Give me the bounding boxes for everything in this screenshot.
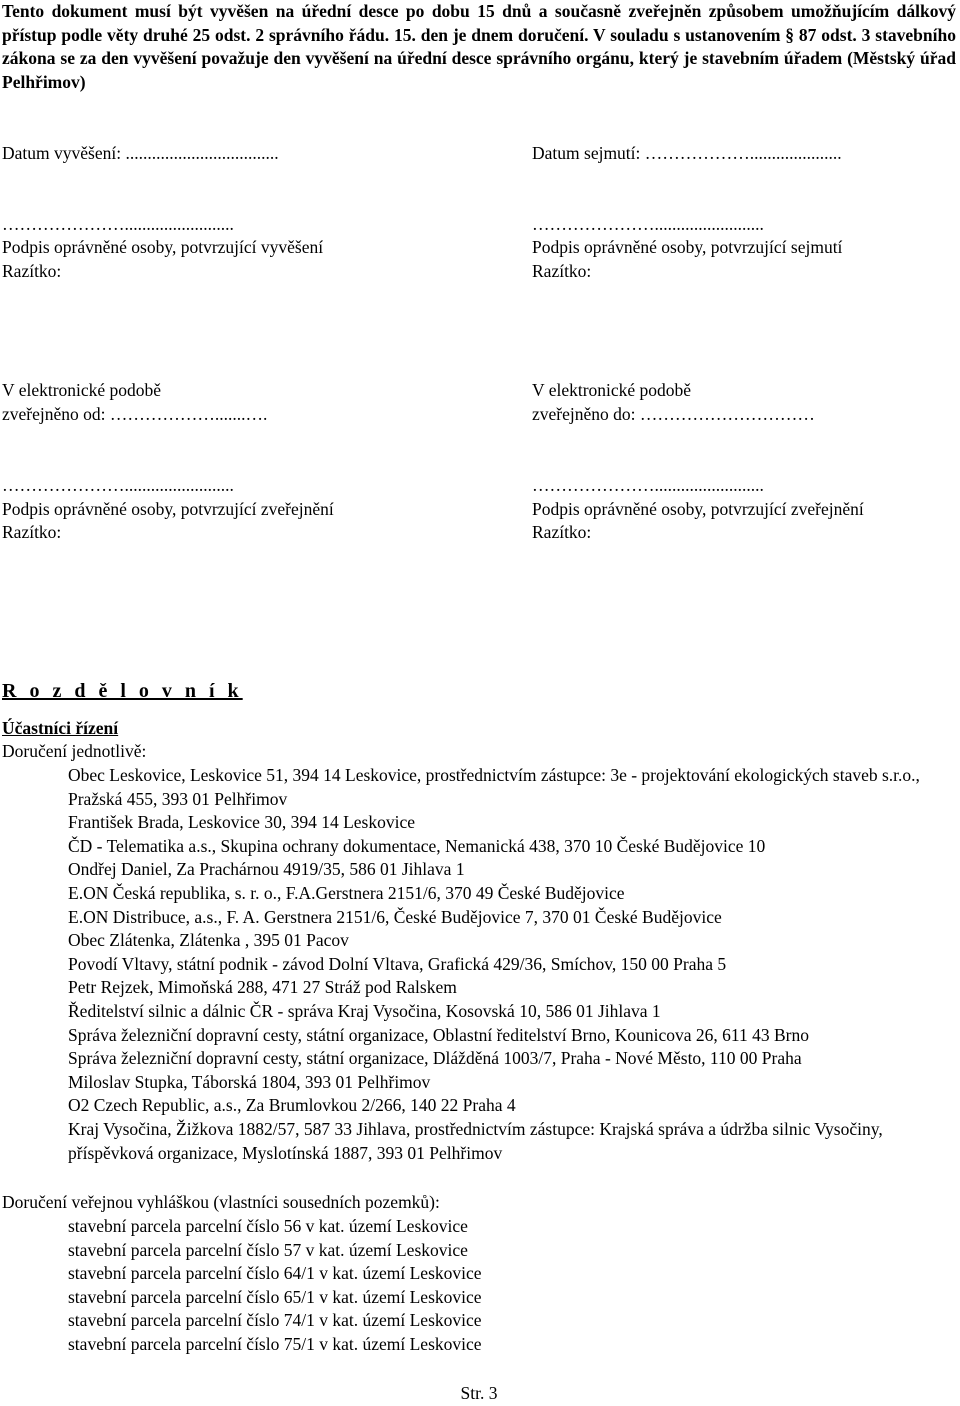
public-delivery-heading: Doručení veřejnou vyhláškou (vlastníci sousedních pozemků): [2,1192,440,1212]
list-item: Obec Leskovice, Leskovice 51, 394 14 Leskovice, prostřednictvím zástupce: 3e - projektování ekologických staveb s.r.o., Pražská 455, 393 01 Pelhřimov [68,765,920,809]
signature-label-published-left: Podpis oprávněné osoby, potvrzující zveřejnění [2,498,334,519]
list-item: Miloslav Stupka, Táborská 1804, 393 01 Pelhřimov [68,1071,431,1092]
individual-delivery-heading: Doručení jednotlivě: [2,741,147,761]
stamp-label-published-left: Razítko: [2,522,62,542]
date-posted: Datum vyvěšení: ................................... [2,143,279,163]
posting-right [532,142,956,283]
list-item: Správa železniční dopravní cesty, státní organizace, Dlážděná 1003/7, Praha - Nové Město, 110 00 Praha [68,1048,802,1069]
list-item: Správa železniční dopravní cesty, státní organizace, Oblastní ředitelství Brno, Kounicova 26, 611 43 Brno [68,1024,809,1045]
electronic-title-right: V elektronické podobě [532,380,692,400]
stamp-label-posted: Razítko: [2,260,62,281]
list-item: O2 Czech Republic, a.s., Za Brumlovkou 2/266, 140 22 Praha 4 [68,1095,516,1116]
posting-left [2,142,522,283]
electronic-left [2,379,522,545]
published-to: zveřejněno do: ………………………… [532,403,815,424]
distribution-title: R o z d ě l o v n í k [2,680,243,702]
list-item: ČD - Telematika a.s., Skupina ochrany dokumentace, Nemanická 438, 370 10 České Budějovice 10 [68,835,766,856]
list-item: stavební parcela parcelní číslo 65/1 v kat. území Leskovice [68,1286,482,1307]
list-item: Obec Zlátenka, Zlátenka , 395 01 Pacov [68,930,349,951]
date-removed: Datum sejmutí: ………………..................... [532,143,842,163]
stamp-label-removed: Razítko: [532,260,592,281]
list-item: E.ON Česká republika, s. r. o., F.A.Gerstnera 2151/6, 370 49 České Budějovice [68,882,625,903]
public-recipient-list [68,1215,956,1357]
intro-text-2: V souladu s ustanovením § 87 odst. 3 stavebního zákona se za den vyvěšení považuje den vyvěšení na úřední desce správního orgánu, který je stavebním úřadem (Městský úřad Pelhřimov) [2,24,956,92]
document-page [2,0,956,1403]
list-item: stavební parcela parcelní číslo 64/1 v kat. území Leskovice [68,1263,482,1284]
intro-paragraph [2,0,956,94]
published-from: zveřejněno od: ……………….......…. [2,403,268,424]
intro-text-1: Tento dokument musí být vyvěšen na úřední desce po dobu 15 dnů a současně zveřejněn způsobem umožňujícím dálkový přístup podle věty druhé 25 odst. 2 správního řádu. 15. den je dnem doručení. [2,1,956,45]
signature-label-posted: Podpis oprávněné osoby, potvrzující vyvěšení [2,237,324,257]
signature-line-published-right: …………………......................... [532,475,764,495]
list-item: Petr Rejzek, Mimoňská 288, 471 27 Stráž pod Ralskem [68,977,457,998]
list-item: Ondřej Daniel, Za Prachárnou 4919/35, 586 01 Jihlava 1 [68,859,465,880]
electronic-title-left: V elektronické podobě [2,380,162,400]
list-item: stavební parcela parcelní číslo 74/1 v kat. území Leskovice [68,1310,482,1331]
signature-line-posted: …………………......................... [2,213,234,234]
list-item: stavební parcela parcelní číslo 75/1 v kat. území Leskovice [68,1333,482,1354]
signature-line-published-left: …………………......................... [2,475,234,495]
participants-heading: Účastníci řízení [2,718,119,738]
list-item: Povodí Vltavy, státní podnik - závod Dolní Vltava, Grafická 429/36, Smíchov, 150 00 Praha 5 [68,953,727,974]
electronic-right [532,379,956,545]
list-item: stavební parcela parcelní číslo 57 v kat. území Leskovice [68,1239,468,1260]
individual-recipient-list [68,764,956,1165]
list-item: František Brada, Leskovice 30, 394 14 Leskovice [68,812,415,833]
page-number: Str. 3 [460,1383,498,1403]
signature-label-removed: Podpis oprávněné osoby, potvrzující sejmutí [532,237,843,257]
stamp-label-published-right: Razítko: [532,522,592,542]
list-item: E.ON Distribuce, a.s., F. A. Gerstnera 2151/6, České Budějovice 7, 370 01 České Budějovice [68,906,722,927]
list-item: stavební parcela parcelní číslo 56 v kat. území Leskovice [68,1216,468,1236]
signature-line-removed: …………………......................... [532,213,764,234]
list-item: Kraj Vysočina, Žižkova 1882/57, 587 33 Jihlava, prostřednictvím zástupce: Krajská správa a údržba silnic Vysočiny, příspěvková organizace, Myslotínská 1887, 393 01 Pelhřimov [68,1118,883,1163]
signature-label-published-right: Podpis oprávněné osoby, potvrzující zveřejnění [532,498,864,519]
list-item: Ředitelství silnic a dálnic ČR - správa Kraj Vysočina, Kosovská 10, 586 01 Jihlava 1 [68,1000,661,1021]
